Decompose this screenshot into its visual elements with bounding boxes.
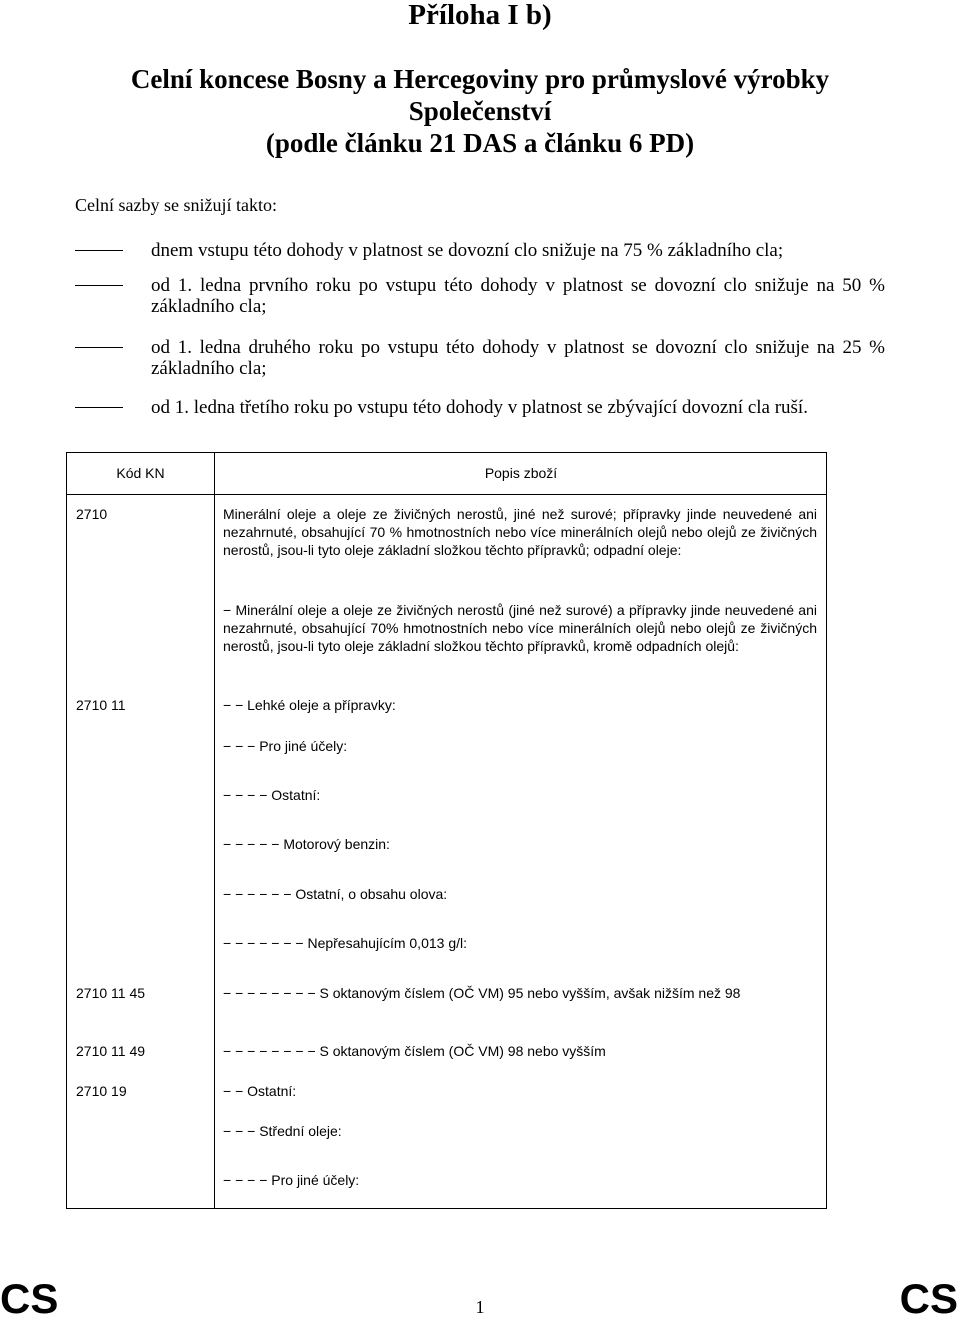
document-heading bbox=[60, 63, 900, 159]
goods-description: − − − Pro jiné účely: bbox=[223, 738, 348, 754]
footer-language-code-right: CS bbox=[899, 1275, 958, 1322]
column-divider bbox=[214, 453, 215, 1208]
dash-bullet bbox=[75, 407, 123, 408]
list-item bbox=[75, 240, 885, 261]
intro-text: Celní sazby se snižují takto: bbox=[75, 195, 277, 215]
heading-line-1: Celní koncese Bosny a Hercegoviny pro průmyslové výrobky bbox=[130, 64, 830, 94]
goods-description: − − Ostatní: bbox=[223, 1083, 297, 1099]
list-item-text: od 1. ledna prvního roku po vstupu této dohody v platnost se dovozní clo snižuje na 50 % základního cla; bbox=[151, 275, 885, 317]
cn-code: 2710 19 bbox=[76, 1083, 127, 1099]
goods-description: − − − − − − Ostatní, o obsahu olova: bbox=[223, 886, 448, 902]
goods-description: − − − − Pro jiné účely: bbox=[223, 1172, 360, 1188]
list-item bbox=[75, 397, 885, 418]
dash-bullet bbox=[75, 285, 123, 286]
goods-description: − − − − − − − − S oktanovým číslem (OČ VM) 98 nebo vyšším bbox=[223, 1043, 606, 1059]
goods-description: − − − − − − − − S oktanovým číslem (OČ VM) 95 nebo vyšším, avšak nižším než 98 bbox=[223, 985, 741, 1001]
list-item bbox=[75, 275, 885, 317]
goods-description: − − Lehké oleje a přípravky: bbox=[223, 697, 396, 713]
cn-code: 2710 11 45 bbox=[76, 985, 146, 1001]
list-item-text: od 1. ledna druhého roku po vstupu této dohody v platnost se dovozní clo snižuje na 25 % základního cla; bbox=[151, 337, 885, 379]
list-item bbox=[75, 337, 885, 379]
goods-table bbox=[66, 452, 827, 1209]
goods-description: − − − − Ostatní: bbox=[223, 787, 321, 803]
dash-bullet bbox=[75, 250, 123, 251]
page-number: 1 bbox=[475, 1297, 485, 1317]
goods-description: Minerální oleje a oleje ze živičných nerostů, jiné než surové; přípravky jinde neuvedené ani nezahrnuté, obsahující 70 % hmotnostních nebo více minerálních olejů nebo olejů ze živičných nerostů, jsou-li tyto oleje základní složkou těchto přípravků; odpadní oleje: bbox=[223, 506, 817, 558]
heading-line-2: Společenství bbox=[408, 96, 552, 126]
goods-description: − Minerální oleje a oleje ze živičných nerostů (jiné než surové) a přípravky jinde neuvedené ani nezahrnuté, obsahující 70% hmotnostních nebo více minerálních olejů nebo olejů ze živičných nerostů, jsou-li tyto oleje základní složkou těchto přípravků, kromě odpadních olejů: bbox=[223, 602, 817, 654]
header-description: Popis zboží bbox=[484, 465, 558, 481]
footer-language-code-left: CS bbox=[0, 1275, 59, 1322]
heading-line-3: (podle článku 21 DAS a článku 6 PD) bbox=[265, 128, 695, 158]
goods-description: − − − − − − − Nepřesahujícím 0,013 g/l: bbox=[223, 935, 467, 951]
list-item-text: dnem vstupu této dohody v platnost se dovozní clo snižuje na 75 % základního cla; bbox=[151, 240, 784, 261]
goods-description: − − − − − Motorový benzin: bbox=[223, 836, 390, 852]
cn-code: 2710 11 49 bbox=[76, 1043, 146, 1059]
cn-code: 2710 bbox=[76, 506, 108, 522]
header-code: Kód KN bbox=[116, 465, 165, 481]
goods-description: − − − Střední oleje: bbox=[223, 1123, 342, 1139]
cn-code: 2710 11 bbox=[76, 697, 126, 713]
dash-bullet bbox=[75, 347, 123, 348]
annex-title: Příloha I b) bbox=[408, 0, 552, 31]
list-item-text: od 1. ledna třetího roku po vstupu této dohody v platnost se zbývající dovozní cla ruší. bbox=[151, 397, 808, 418]
header-separator bbox=[67, 494, 826, 495]
